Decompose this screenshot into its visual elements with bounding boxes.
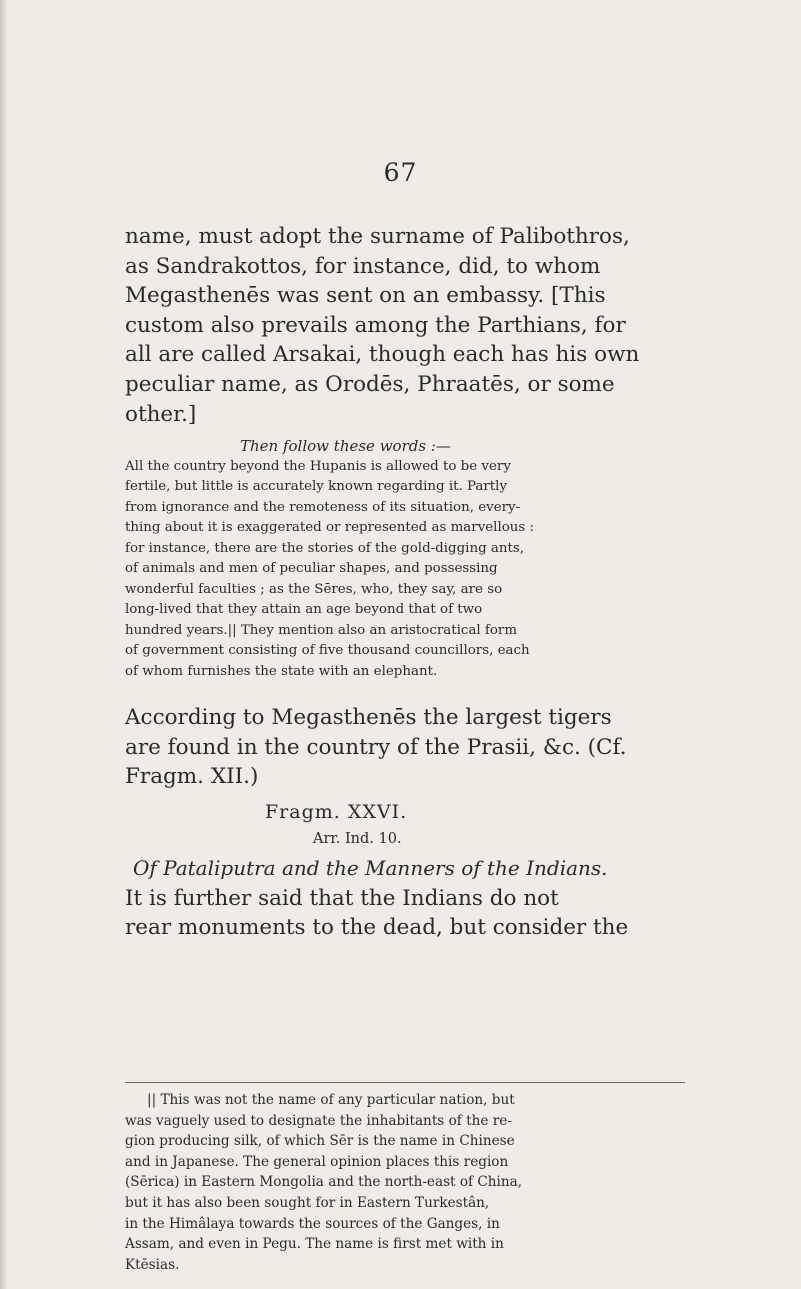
fragment-body bbox=[125, 854, 685, 943]
footnote-line: (Sērica) in Eastern Mongolia and the north-east of China, bbox=[125, 1174, 523, 1191]
quotation-block bbox=[125, 436, 685, 682]
text-line: other.] bbox=[125, 401, 197, 427]
footnote-line: but it has also been sought for in Eastern Turkestân, bbox=[125, 1194, 490, 1211]
footnote-line: || This was not the name of any particular nation, but bbox=[147, 1092, 515, 1108]
text-line: rear monuments to the dead, but consider the bbox=[125, 915, 629, 941]
fragment-heading-block bbox=[125, 800, 685, 849]
footnote bbox=[125, 1090, 685, 1275]
quote-line: All the country beyond the Hupanis is allowed to be very bbox=[125, 458, 511, 474]
footnote-line: gion producing silk, of which Sēr is the name in Chinese bbox=[125, 1133, 515, 1150]
page-edge-shadow bbox=[0, 0, 8, 1289]
text-line: According to Megasthenēs the largest tigers bbox=[125, 705, 612, 730]
intro-line: Then follow these words :— bbox=[240, 437, 451, 455]
footnote-line: was vaguely used to designate the inhabitants of the re- bbox=[125, 1112, 512, 1129]
text-line: custom also prevails among the Parthians, for bbox=[125, 312, 626, 338]
quote-line: for instance, there are the stories of the gold-digging ants, bbox=[125, 540, 525, 556]
text-line: Fragm. XII.) bbox=[125, 764, 259, 790]
quote-line: fertile, but little is accurately known regarding it. Partly bbox=[125, 479, 508, 494]
footnote-line: and in Japanese. The general opinion places this region bbox=[125, 1153, 509, 1170]
footnote-rule bbox=[125, 1082, 685, 1083]
footnote-line: Assam, and even in Pegu. The name is first met with in bbox=[125, 1236, 504, 1253]
fragment-title: Of Pataliputra and the Manners of the Indians. bbox=[133, 856, 608, 880]
text-line: are found in the country of the Prasii, &c. (Cf. bbox=[125, 734, 627, 760]
text-line: It is further said that the Indians do not bbox=[125, 885, 559, 911]
text-line: Megasthenēs was sent on an embassy. [This bbox=[125, 283, 606, 309]
fragment-heading: Fragm. XXVI. bbox=[265, 801, 408, 823]
quote-line: of animals and men of peculiar shapes, and possessing bbox=[125, 561, 498, 576]
after-paragraph bbox=[125, 703, 685, 792]
text-line: name, must adopt the surname of Palibothros, bbox=[125, 224, 630, 249]
text-line: all are called Arsakai, though each has his own bbox=[125, 342, 640, 368]
footnote-line: Ktēsias. bbox=[125, 1256, 180, 1273]
quote-line: hundred years.|| They mention also an aristocratical form bbox=[125, 622, 518, 638]
quote-line: long-lived that they attain an age beyond that of two bbox=[125, 602, 483, 617]
quote-line: of government consisting of five thousand councillors, each bbox=[125, 643, 530, 658]
main-paragraph bbox=[125, 222, 685, 429]
page-number: 67 bbox=[383, 158, 418, 187]
footnote-line: in the Himâlaya towards the sources of the Ganges, in bbox=[125, 1215, 500, 1232]
quote-line: of whom furnishes the state with an elephant. bbox=[125, 663, 438, 679]
text-line: as Sandrakottos, for instance, did, to whom bbox=[125, 253, 601, 279]
quote-line: from ignorance and the remoteness of its situation, every- bbox=[125, 499, 521, 515]
quote-line: wonderful faculties ; as the Sēres, who, they say, are so bbox=[125, 581, 503, 597]
text-line: peculiar name, as Orodēs, Phraatēs, or some bbox=[125, 371, 615, 397]
fragment-reference: Arr. Ind. 10. bbox=[313, 831, 402, 847]
quote-line: thing about it is exaggerated or represented as marvellous : bbox=[125, 520, 535, 535]
